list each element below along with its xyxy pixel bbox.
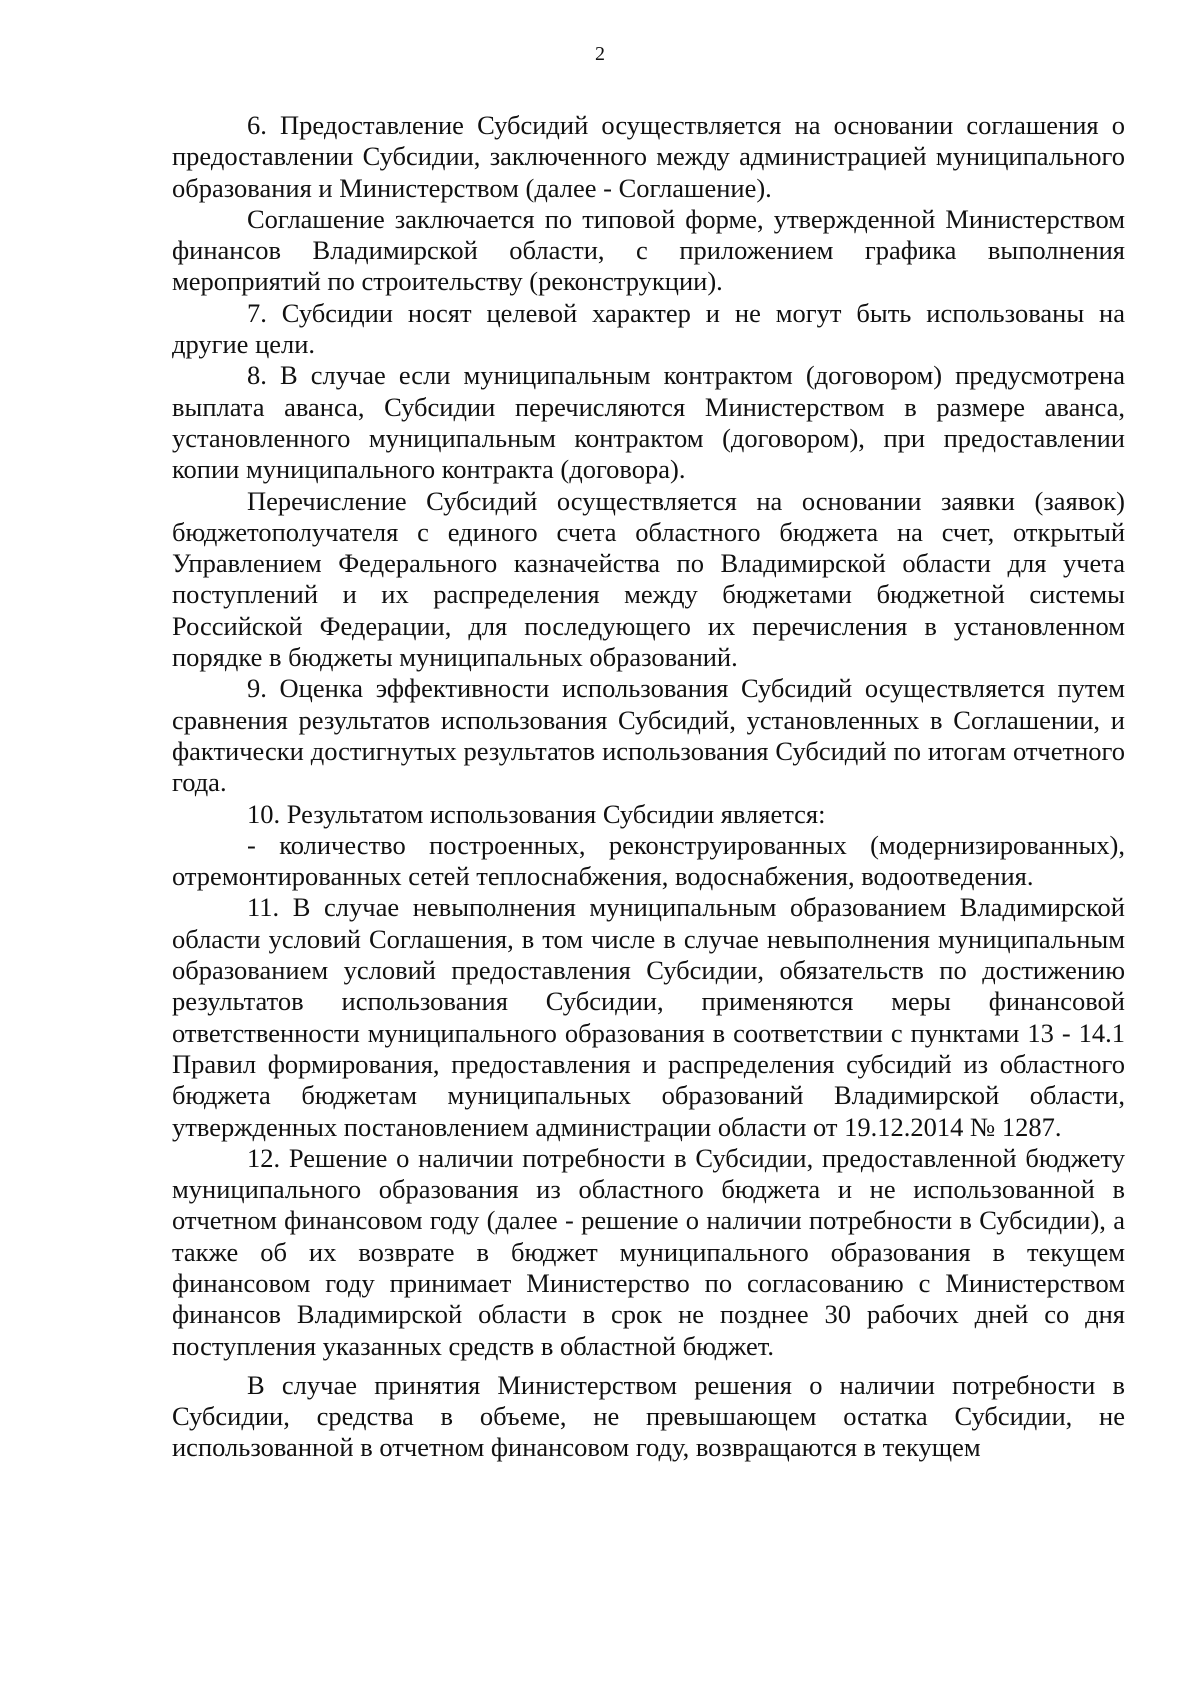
paragraph-6: 6. Предоставление Субсидий осуществляется на основании соглашения о предоставлении Субсидии, заключенного между администрацией муниципального образования и Министерством (далее - Соглашение). [172, 110, 1125, 203]
paragraph-transfer: Перечисление Субсидий осуществляется на основании заявки (заявок) бюджетополучателя с единого счета областного бюджета на счет, открытый Управлением Федерального казначейства по Владимирской области для учета поступлений и их распределения между бюджетами бюджетной системы Российской Федерации, для последующего их перечисления в установленном порядке в бюджеты муниципальных образований. [172, 485, 1125, 673]
page-number: 2 [595, 43, 605, 65]
paragraph-8: 8. В случае если муниципальным контрактом (договором) предусмотрена выплата аванса, Субсидии перечисляются Министерством в размере аванса, установленного муниципальным контрактом (договором), при предоставлении копии муниципального контракта (договора). [172, 360, 1125, 485]
paragraph-10: 10. Результатом использования Субсидии является: [247, 798, 826, 829]
paragraph-7: 7. Субсидии носят целевой характер и не могут быть использованы на другие цели. [172, 297, 1125, 360]
paragraph-agreement: Соглашение заключается по типовой форме, утвержденной Министерством финансов Владимирской области, с приложением графика выполнения мероприятий по строительству (реконструкции). [172, 203, 1125, 297]
paragraph-11: 11. В случае невыполнения муниципальным образованием Владимирской области условий Соглашения, в том числе в случае невыполнения муниципальным образованием условий предоставления Субсидии, обязательств по достижению результатов использования Субсидии, применяются меры финансовой ответственности муниципального образования в соответствии с пунктами 13 - 14.1 Правил формирования, предоставления и распределения субсидий из областного бюджета бюджетам муниципальных образований Владимирской области, утвержденных постановлением администрации области от 19.12.2014 № 1287. [172, 892, 1125, 1142]
paragraph-12: 12. Решение о наличии потребности в Субсидии, предоставленной бюджету муниципального образования из областного бюджета и не использованной в отчетном финансовом году (далее - решение о наличии потребности в Субсидии), а также об их возврате в бюджет муниципального образования в текущем финансовом году принимает Министерство по согласованию с Министерством финансов Владимирской области в срок не позднее 30 рабочих дней со дня поступления указанных средств в областной бюджет. [172, 1142, 1125, 1361]
document-body [172, 110, 1125, 1464]
paragraph-9: 9. Оценка эффективности использования Субсидий осуществляется путем сравнения результатов использования Субсидий, установленных в Соглашении, и фактически достигнутых результатов использования Субсидий по итогам отчетного года. [172, 673, 1125, 798]
paragraph-10-result-item: - количество построенных, реконструированных (модернизированных), отремонтированных сетей теплоснабжения, водоснабжения, водоотведения. [172, 829, 1125, 892]
paragraph-decision: В случае принятия Министерством решения о наличии потребности в Субсидии, средства в объеме, не превышающем остатка Субсидии, не использованной в отчетном финансовом году, возвращаются в текущем [172, 1369, 1125, 1463]
